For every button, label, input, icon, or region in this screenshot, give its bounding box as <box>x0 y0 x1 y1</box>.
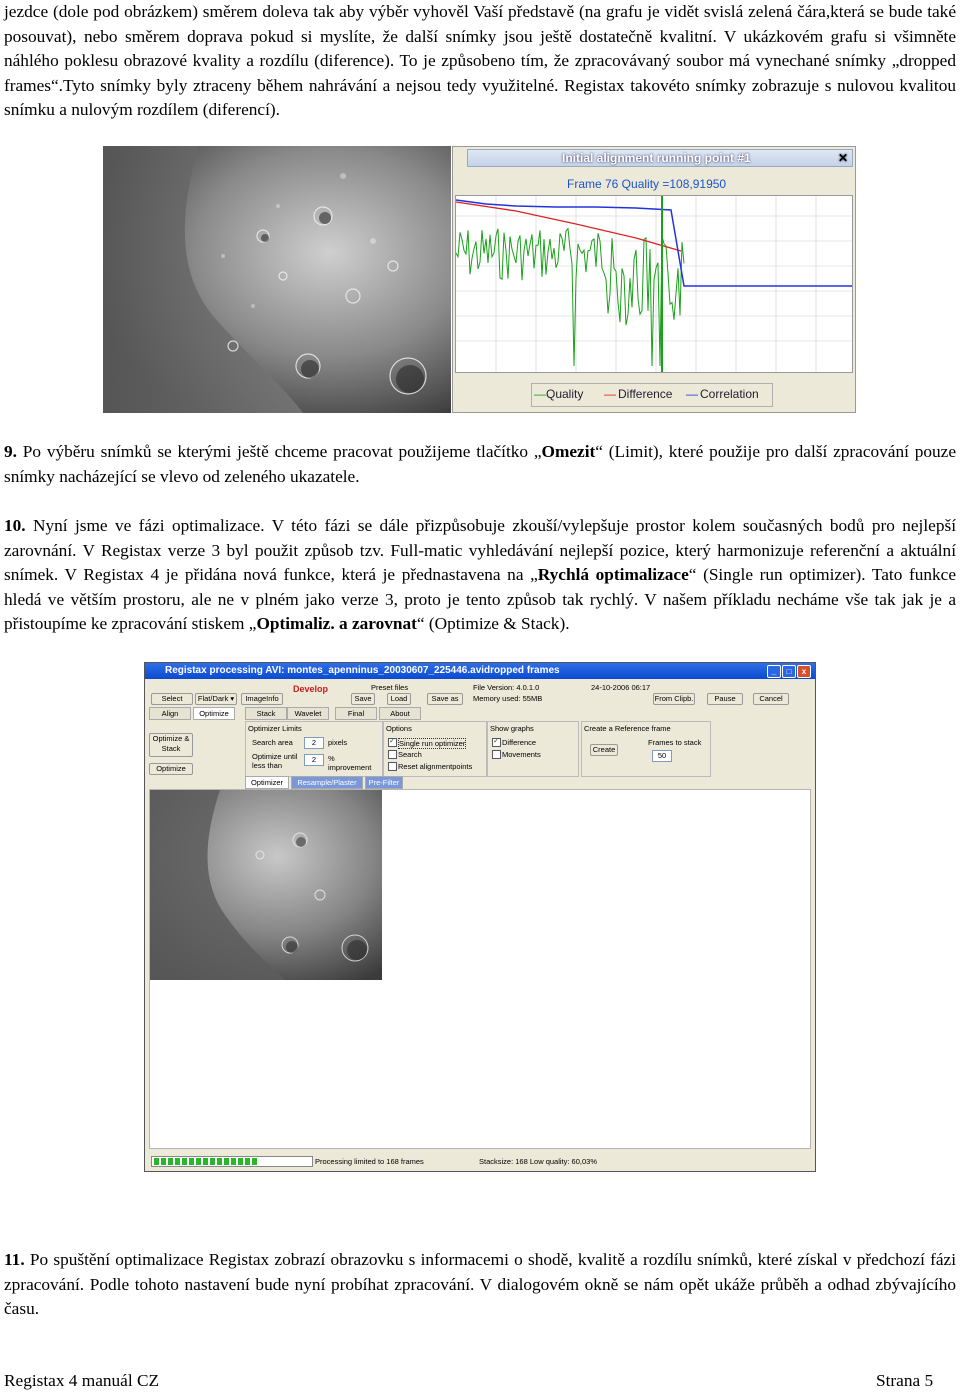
subtab-optimizer[interactable]: Optimizer <box>245 776 289 789</box>
select-button[interactable]: Select <box>151 693 193 705</box>
paragraph-9-text-a: Po výběru snímků se kterými ještě chceme pracovat použijeme tlačítko „ <box>16 442 542 461</box>
reset-alignmentpoints-label: Reset alignmentpoints <box>398 762 473 771</box>
paragraph-9-text-b: “ (Limit), které použije pro další zpracování pouze snímky nacházející se vlevo od zeleného ukazatele. <box>4 442 956 486</box>
show-graphs-group <box>487 721 579 777</box>
close-icon[interactable]: x <box>797 665 811 678</box>
alignment-window-title: Initial alignment running point #1 <box>562 151 751 165</box>
create-reference-group <box>581 721 711 777</box>
alignment-window <box>452 146 856 413</box>
status-bar <box>149 1153 809 1169</box>
show-graphs-title: Show graphs <box>490 724 534 733</box>
alignment-plot <box>455 195 853 373</box>
create-button[interactable]: Create <box>590 744 618 756</box>
paragraph-intro <box>4 0 956 123</box>
search-area-label: Search area <box>252 738 293 747</box>
tab-stack[interactable]: Stack <box>245 707 287 720</box>
search-checkbox[interactable] <box>388 750 397 759</box>
cancel-button[interactable]: Cancel <box>753 693 789 705</box>
optimize-button[interactable]: Optimize <box>149 763 193 775</box>
paragraph-9-number: 9. <box>4 442 17 461</box>
optimizer-limits-title: Optimizer Limits <box>248 724 302 733</box>
paragraph-10-text-a: Nyní jsme ve fázi optimalizace. V této fázi se dále přizpůsobuje zkouší/vylepšuje prostor kolem současných bodů pro nejlepší zarovnání. V Registax verze 3 byl použit způsob tzv. Full-matic vyhledávání nejlepší pozice, který harmonizuje referenční a aktuální snímek. V Registax 4 je přidána nová funkce, která je přednastavena na „ <box>4 516 956 585</box>
frame-quality-info: Frame 76 Quality =108,91950 <box>567 177 727 191</box>
status-processing: Processing limited to 168 frames <box>315 1157 424 1166</box>
status-stacksize: Stacksize: 168 Low quality: 60,03% <box>479 1157 597 1166</box>
paragraph-10-number: 10. <box>4 516 26 535</box>
develop-label[interactable]: Develop <box>293 684 329 694</box>
legend-correlation-swatch: — <box>686 387 698 401</box>
load-button[interactable]: Load <box>387 693 411 705</box>
paragraph-intro-text: jezdce (dole pod obrázkem) směrem doleva tak aby výběr vyhověl Vaší představě (na grafu je vidět svislá zelená čára,která se bude také posouvat), nebo směrem doprava pokud si myslíte, že další snímky jsou ještě dostatečně kvalitní. V ukázkovém grafu si všimněte náhlého poklesu obrazové kvality a rozdílu (diference). To je způsobeno tím, že zpracovávaný soubor má vynechané snímky „dropped frames“.Tyto snímky byly ztraceny během nahrávání a nejsou tedy využitelné. Registax takovéto snímky zobrazuje s nulovou kvalitou snímku a nulovým rozdílem (diferencí). <box>4 2 956 120</box>
difference-checkbox[interactable] <box>492 738 501 747</box>
single-run-label: Single run optimizer <box>399 739 466 748</box>
paragraph-10-text-b: “ (Single run optimizer). Tato funkce hledá ve větším prostoru, ale ne v plném jako verze 3, proto je tento způsob tak rychlý. V našem příkladu necháme vše tak jak je a přistoupíme ke zpracování stiskem „ <box>4 565 956 634</box>
paragraph-11 <box>4 1248 956 1322</box>
registax-title: Registax processing AVI: montes_apenninus_20030607_225446.avidropped frames <box>165 665 560 676</box>
moon-image-top <box>103 146 451 413</box>
paragraph-10-text-c: “ (Optimize & Stack). <box>416 614 570 634</box>
search-label: Search <box>398 750 422 759</box>
options-group <box>383 721 487 777</box>
paragraph-10-bold-2: Optimaliz. a zarovnat <box>256 614 417 634</box>
date-time: 24-10-2006 06:17 <box>591 683 651 692</box>
tab-wavelet[interactable]: Wavelet <box>287 707 329 720</box>
save-button[interactable]: Save <box>351 693 375 705</box>
flatdark-button[interactable]: Flat/Dark ▾ <box>195 693 237 705</box>
movements-checkbox[interactable] <box>492 750 501 759</box>
alignment-window-titlebar <box>467 149 853 167</box>
minimize-icon[interactable]: _ <box>767 665 781 678</box>
pause-button[interactable]: Pause <box>707 693 743 705</box>
options-title: Options <box>386 724 412 733</box>
tab-optimize[interactable]: Optimize <box>193 707 235 720</box>
paragraph-11-number: 11. <box>4 1250 25 1269</box>
imageinfo-button[interactable]: ImageInfo <box>241 693 283 705</box>
tab-final[interactable]: Final <box>335 707 377 720</box>
single-run-checkbox[interactable] <box>388 738 397 747</box>
optimize-stack-button[interactable]: Optimize & Stack <box>149 733 193 757</box>
optimize-until-label: Optimize until less than <box>252 752 298 770</box>
registax-titlebar <box>145 663 815 679</box>
from-clipboard-button[interactable]: From Clipb. <box>654 694 694 703</box>
optimize-until-input[interactable]: 2 <box>304 754 324 766</box>
subtab-pre-filter[interactable]: Pre-Filter <box>365 776 403 789</box>
tab-align[interactable]: Align <box>149 707 191 720</box>
subtab-resample-plaster[interactable]: Resample/Plaster <box>291 776 363 789</box>
close-icon[interactable]: ✕ <box>837 151 849 165</box>
alignment-plot-svg <box>456 196 852 372</box>
legend-difference: Difference <box>618 387 673 401</box>
improvement-label: % improvement <box>328 754 372 772</box>
search-area-input[interactable]: 2 <box>304 737 324 749</box>
paragraph-9 <box>4 440 956 489</box>
file-version: File Version: 4.0.1.0 <box>473 683 540 692</box>
paragraph-9-bold: Omezit <box>541 442 596 461</box>
frames-to-stack-label: Frames to stack <box>648 738 702 747</box>
footer-left: Registax 4 manuál CZ <box>4 1371 160 1390</box>
legend-difference-swatch: — <box>604 387 616 401</box>
paragraph-11-text: Po spuštění optimalizace Registax zobrazí obrazovku s informacemi o shodě, kvalitě a rozdílu snímků, které získal v předchozí fázi zpracování. Podle tohoto nastavení bude nyní probíhat zpracování. V dialogovém okně se nám opět ukáže průběh a odhad zbývajícího času. <box>4 1250 956 1319</box>
memory-used: Memory used: 55MB <box>473 694 543 703</box>
footer-right: Strana 5 <box>876 1371 934 1390</box>
plot-legend <box>531 383 773 407</box>
preset-files-label: Preset files <box>371 683 409 692</box>
tab-about[interactable]: About <box>379 707 421 720</box>
optimizer-limits-group <box>245 721 383 777</box>
legend-correlation: Correlation <box>700 387 759 401</box>
registax-image-area <box>149 789 811 1149</box>
registax-window <box>144 662 816 1172</box>
frames-to-stack-input[interactable]: 50 <box>652 750 672 762</box>
paragraph-10 <box>4 514 956 637</box>
pixels-label: pixels <box>328 738 348 747</box>
quality-series <box>456 229 684 366</box>
paragraph-10-bold-1: Rychlá optimalizace <box>537 565 689 585</box>
moon-image-registax <box>150 790 382 980</box>
create-reference-title: Create a Reference frame <box>584 724 671 733</box>
difference-label: Difference <box>502 738 537 747</box>
maximize-icon[interactable]: □ <box>782 665 796 678</box>
legend-quality: Quality <box>546 387 584 401</box>
reset-alignmentpoints-checkbox[interactable] <box>388 762 397 771</box>
save-as-button[interactable]: Save as <box>427 693 463 705</box>
movements-label: Movements <box>502 750 541 759</box>
progress-bar <box>151 1156 313 1167</box>
legend-quality-swatch: — <box>534 387 546 401</box>
